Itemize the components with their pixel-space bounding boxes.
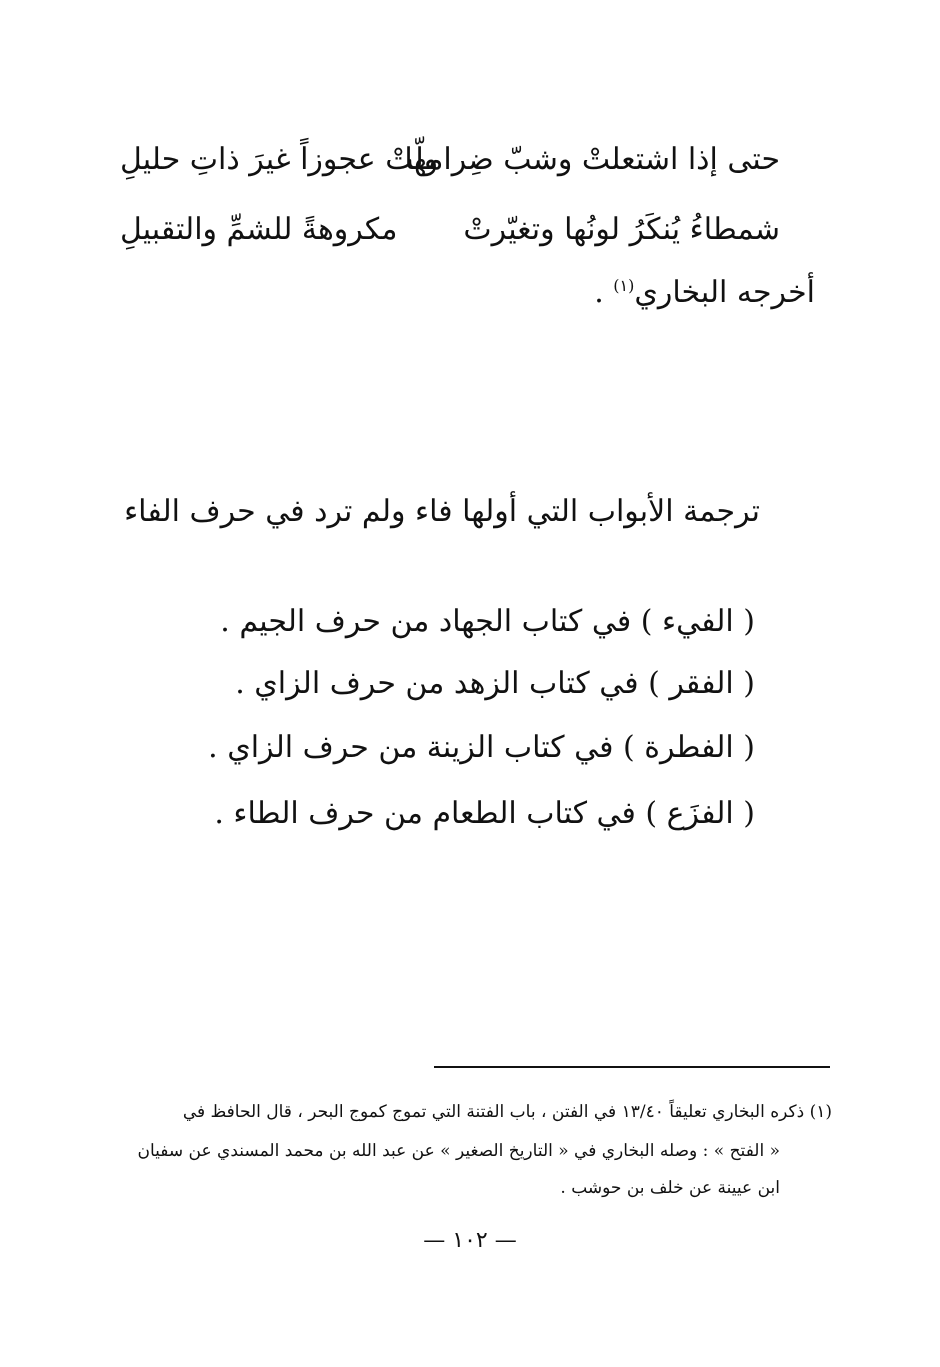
page-number: — ١٠٢ —: [423, 1228, 517, 1253]
cross-reference-entry-4: ( الفزَع ) في كتاب الطعام من حرف الطاء .: [214, 796, 755, 831]
section-title: ترجمة الأبواب التي أولها فاء ولم ترد في حرف الفاء: [124, 494, 760, 529]
verse-1-first-hemistich: حتى إذا اشتعلتْ وشبّ ضِرامها: [404, 142, 780, 177]
verse-2-first-hemistich: شمطاءُ يُنكَرُ لونُها وتغيّرتْ: [463, 212, 780, 247]
poem-verse-2: [120, 200, 780, 260]
footnote-line-3: ابن عيينة عن خلف بن حوشب .: [560, 1178, 780, 1198]
verse-2-second-hemistich: مكروهةً للشمِّ والتقبيلِ: [120, 212, 398, 247]
source-text: أخرجه البخاري: [634, 275, 815, 310]
footnote-reference[interactable]: (١): [613, 276, 635, 295]
cross-reference-entry-1: ( الفيء ) في كتاب الجهاد من حرف الجيم .: [220, 604, 755, 639]
source-end: .: [594, 275, 614, 310]
cross-reference-entry-3: ( الفطرة ) في كتاب الزينة من حرف الزاي .: [208, 730, 755, 765]
poem-verse-1: [120, 130, 780, 190]
footnote-line-2: « الفتح » : وصله البخاري في « التاريخ الصغير » عن عبد الله بن محمد المسندي عن سفيان: [137, 1141, 780, 1161]
cross-reference-entry-2: ( الفقر ) في كتاب الزهد من حرف الزاي .: [235, 666, 755, 701]
hadith-source-line: [594, 262, 815, 317]
verse-1-second-hemistich: ولّتْ عجوزاً غيرَ ذاتِ حليلِ: [120, 142, 439, 177]
footnote-line-1: (١) ذكره البخاري تعليقاً ١٣/٤٠ في الفتن ، باب الفتنة التي تموج كموج البحر ، قال الحافظ في: [182, 1102, 832, 1122]
footnote-divider: [434, 1066, 830, 1068]
